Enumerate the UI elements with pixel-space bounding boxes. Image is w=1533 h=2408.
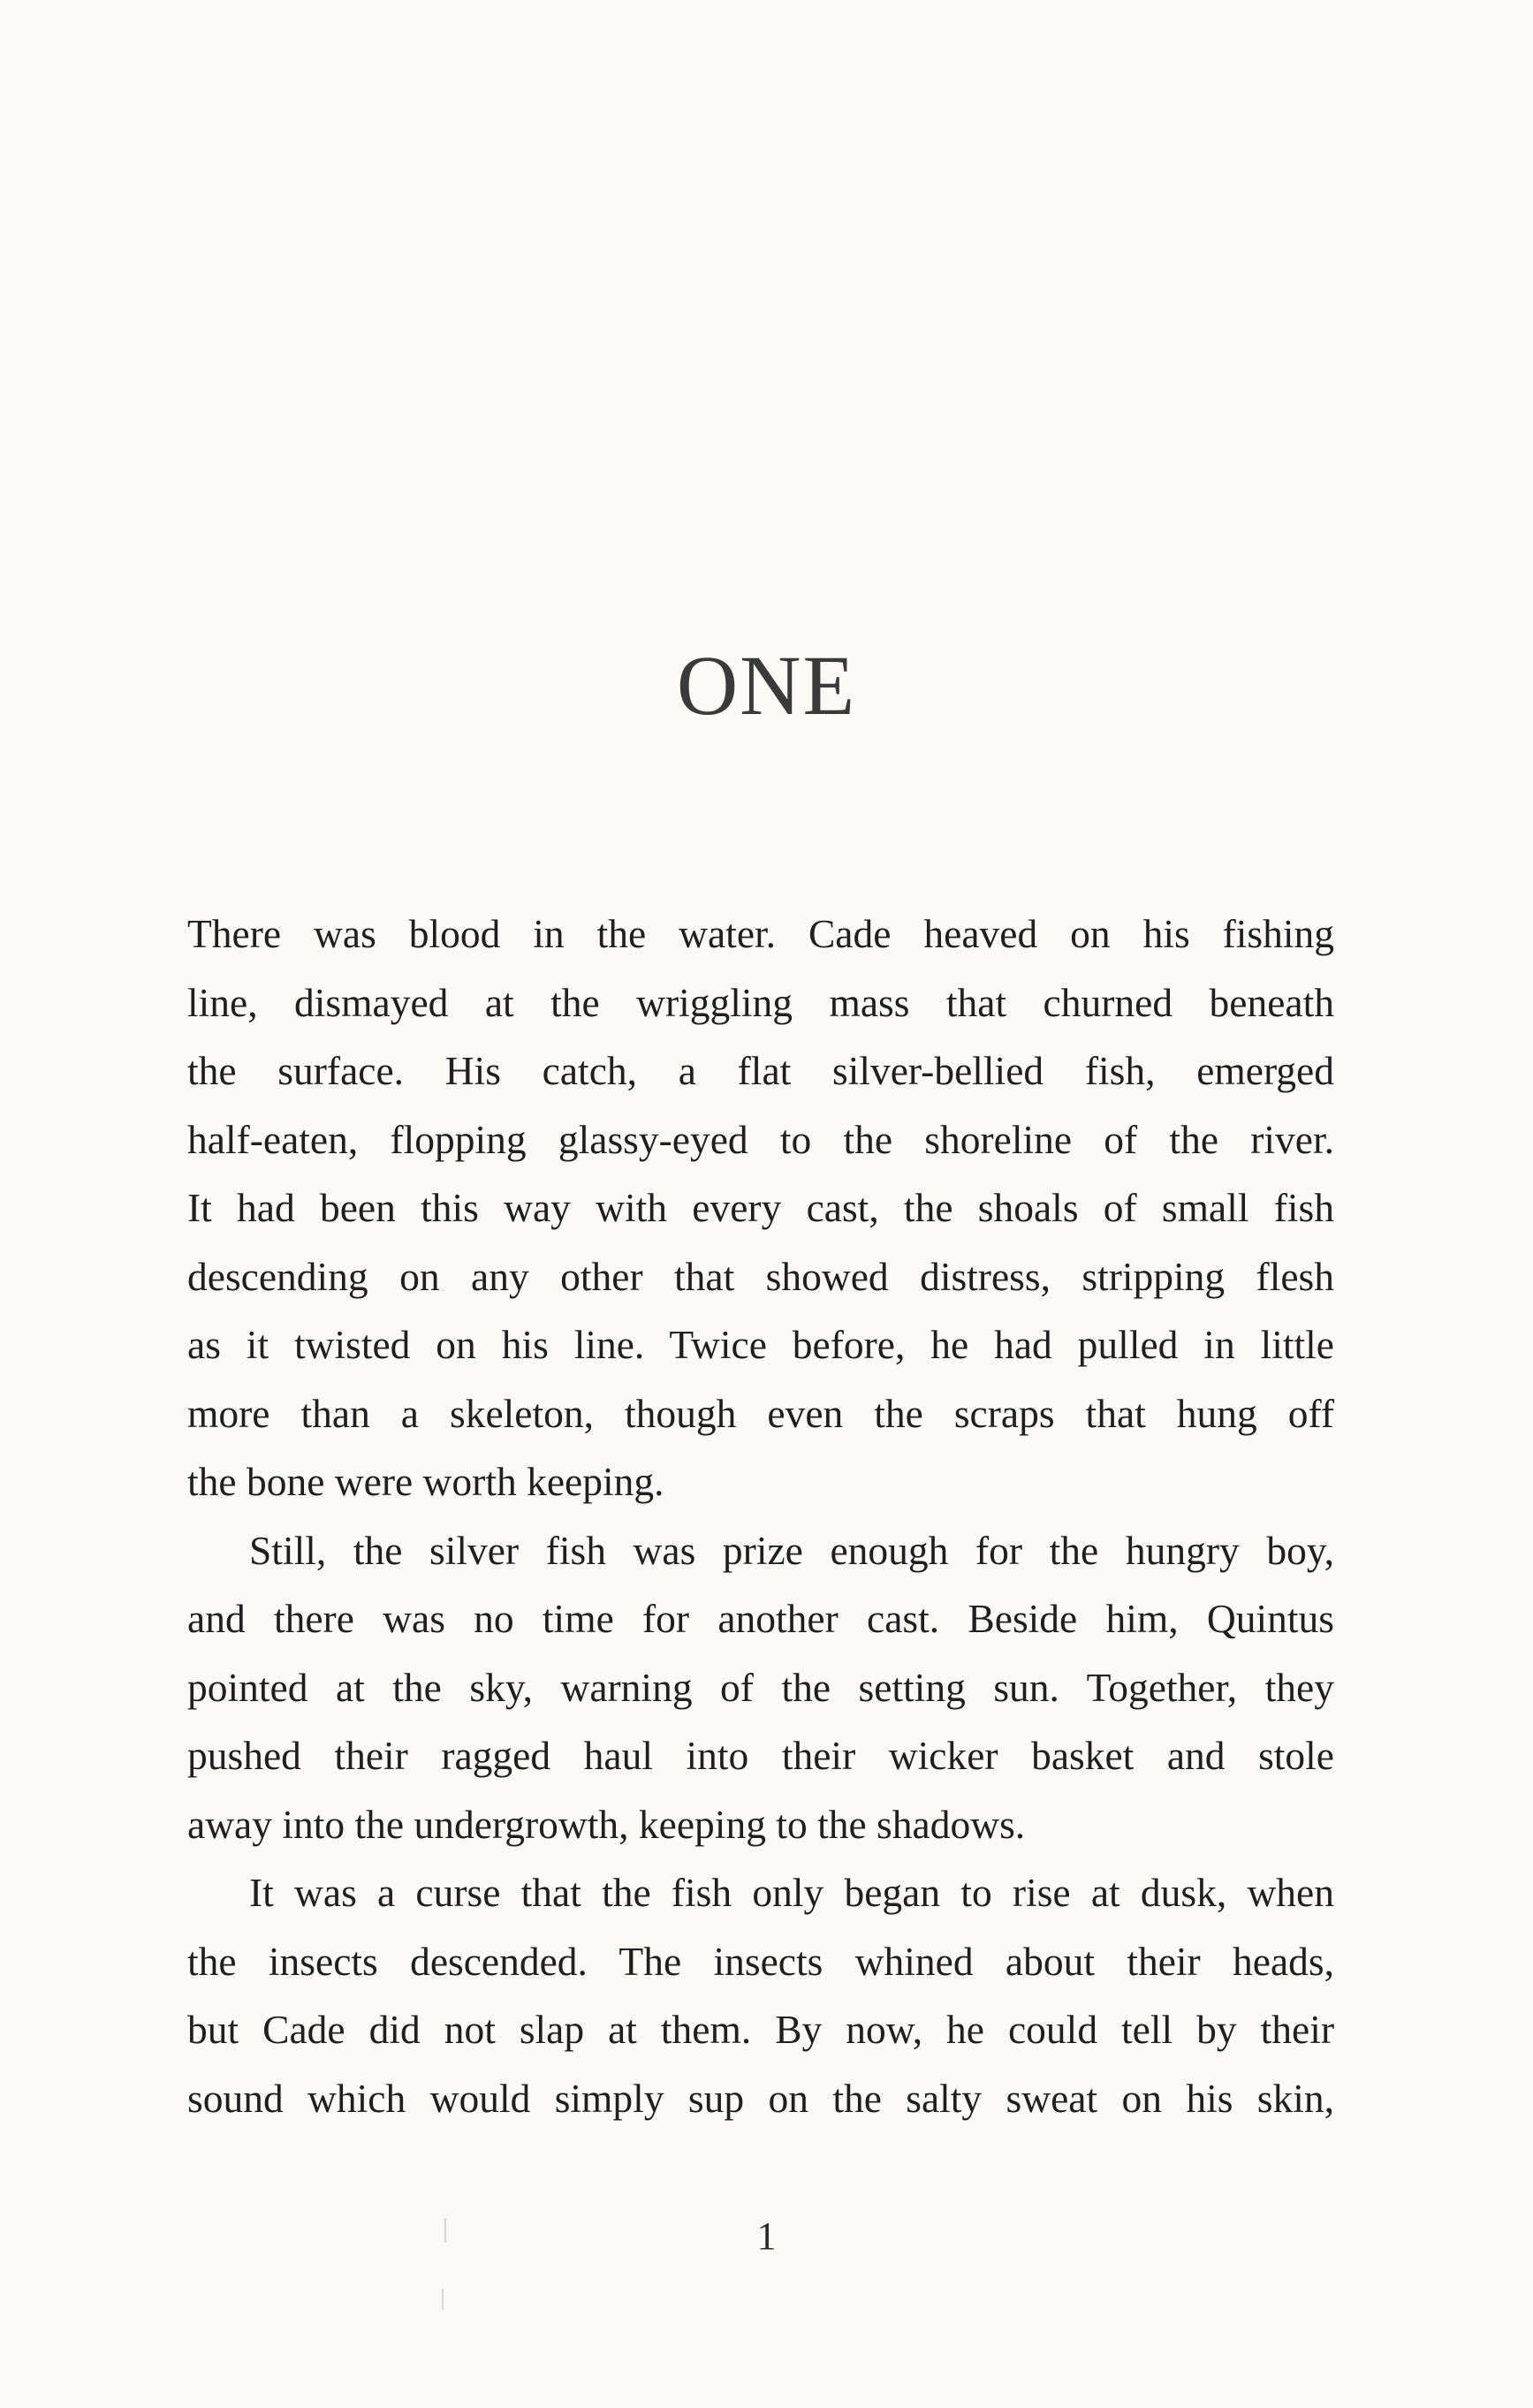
page-number: 1: [756, 2214, 777, 2258]
text-line: Still, the silver fish was prize enough for the hungry boy,: [249, 1527, 1334, 1573]
text-line: descending on any other that showed distress, stripping flesh: [187, 1253, 1334, 1299]
text-line: There was blood in the water. Cade heaved on his fishing: [187, 911, 1334, 956]
text-line: half-eaten, flopping glassy-eyed to the shoreline of the river.: [187, 1116, 1334, 1162]
text-line: away into the undergrowth, keeping to the shadows.: [187, 1801, 1026, 1847]
chapter-title: ONE: [676, 638, 857, 733]
paragraph-2: [187, 1516, 1334, 1859]
body-text: [187, 900, 1334, 2132]
paragraph-3: [187, 1858, 1334, 2132]
text-line: the surface. His catch, a flat silver-bellied fish, emerged: [187, 1048, 1334, 1093]
text-line: pushed their ragged haul into their wicker basket and stole: [187, 1733, 1334, 1778]
text-line: as it twisted on his line. Twice before, he had pulled in little: [187, 1322, 1334, 1367]
text-line: and there was no time for another cast. Beside him, Quintus: [187, 1596, 1334, 1641]
text-line: pointed at the sky, warning of the setting sun. Together, they: [187, 1664, 1334, 1710]
scan-artifact-mark: [442, 2289, 444, 2310]
text-line: the bone were worth keeping.: [187, 1459, 664, 1504]
text-line: the insects descended. The insects whined about their heads,: [187, 1938, 1334, 1984]
paragraph-1: [187, 900, 1334, 1516]
text-line: but Cade did not slap at them. By now, he could tell by their: [187, 2007, 1334, 2052]
text-line: more than a skeleton, though even the scraps that hung off: [187, 1390, 1334, 1436]
text-line: It was a curse that the fish only began to rise at dusk, when: [249, 1870, 1334, 1915]
text-line: line, dismayed at the wriggling mass that churned beneath: [187, 979, 1334, 1025]
scan-artifact-mark: [444, 2218, 446, 2243]
text-line: sound which would simply sup on the salty sweat on his skin,: [187, 2075, 1334, 2121]
text-line: It had been this way with every cast, the shoals of small fish: [187, 1185, 1334, 1230]
